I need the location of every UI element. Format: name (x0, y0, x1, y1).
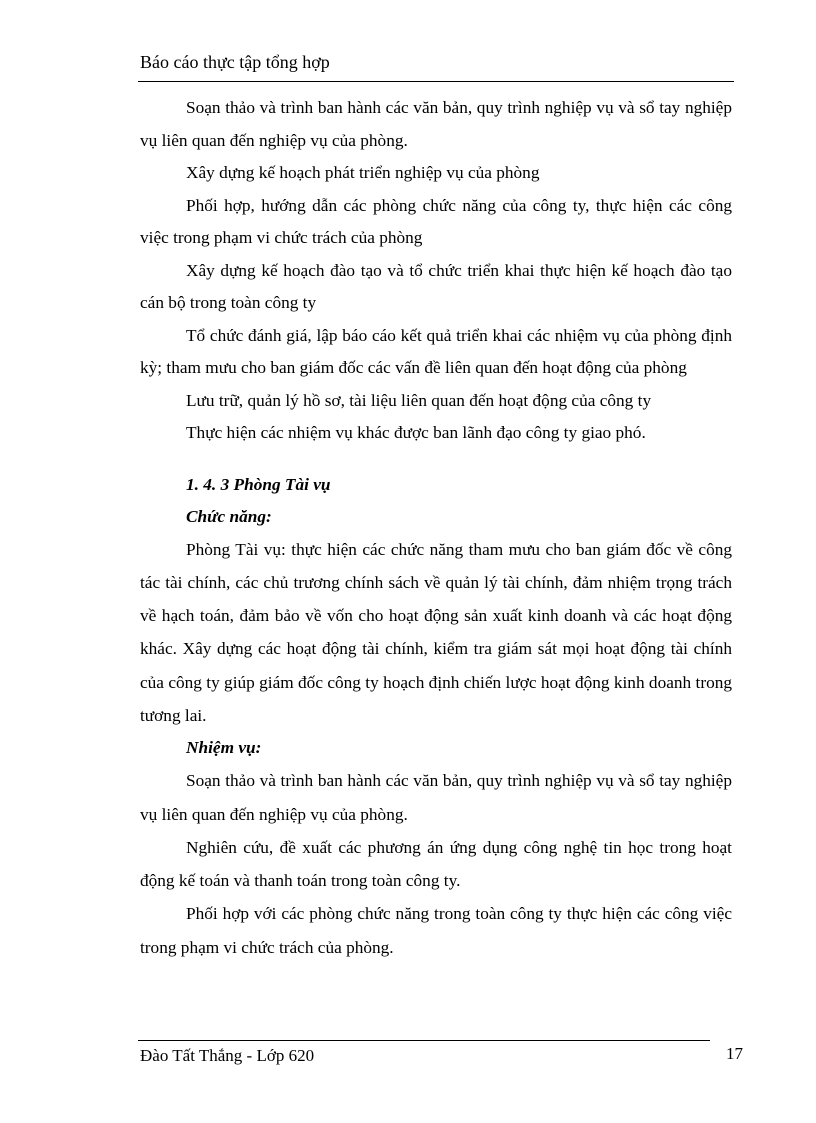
paragraph: Thực hiện các nhiệm vụ khác được ban lãnh đạo công ty giao phó. (186, 423, 646, 442)
duty-paragraph: Nghiên cứu, đề xuất các phương án ứng dụng công nghệ tin học trong hoạt động kế toán và thanh toán trong toàn công ty. (140, 837, 732, 891)
paragraph: Lưu trữ, quản lý hồ sơ, tài liệu liên quan đến hoạt động của công ty (186, 390, 652, 410)
footer-divider (138, 1040, 710, 1041)
paragraph: Soạn thảo và trình ban hành các văn bản, quy trình nghiệp vụ và sổ tay nghiệp vụ liên quan đến nghiệp vụ của phòng. (140, 98, 732, 150)
header-divider (138, 81, 734, 82)
paragraph: Tổ chức đánh giá, lập báo cáo kết quả triển khai các nhiệm vụ của phòng định kỳ; tham mưu cho ban giám đốc các vấn đề liên quan đến hoạt động của phòng (140, 325, 732, 377)
duty-subheading: Nhiệm vụ: (186, 738, 262, 758)
page-header-title: Báo cáo thực tập tổng hợp (140, 52, 330, 72)
page-body (140, 92, 732, 964)
function-paragraph: Phòng Tài vụ: thực hiện các chức năng tham mưu cho ban giám đốc về công tác tài chính, các chủ trương chính sách về quản lý tài chính, đảm nhiệm trọng trách về hạch toán, đảm bảo về vốn cho hoạt động sản xuất kinh doanh và các hoạt động khác. Xây dựng các hoạt động tài chính, kiểm tra giám sát mọi hoạt động tài chính của công ty giúp giám đốc công ty hoạch định chiến lược hoạt động kinh doanh trong tương lai. (140, 539, 732, 725)
paragraph: Phối hợp, hướng dẫn các phòng chức năng của công ty, thực hiện các công việc trong phạm vi chức trách của phòng (140, 195, 732, 247)
page-number: 17 (726, 1044, 743, 1063)
footer-author: Đào Tất Thắng - Lớp 620 (140, 1046, 315, 1065)
section-heading: 1. 4. 3 Phòng Tài vụ (186, 474, 331, 494)
paragraph: Xây dựng kế hoạch đào tạo và tổ chức triển khai thực hiện kế hoạch đào tạo cán bộ trong toàn công ty (140, 260, 732, 312)
duty-paragraph: Soạn thảo và trình ban hành các văn bản, quy trình nghiệp vụ và sổ tay nghiệp vụ liên quan đến nghiệp vụ của phòng. (140, 771, 732, 824)
duty-paragraph: Phối hợp với các phòng chức năng trong toàn công ty thực hiện các công việc trong phạm vi chức trách của phòng. (140, 904, 732, 957)
function-subheading: Chức năng: (186, 506, 272, 526)
paragraph: Xây dựng kế hoạch phát triển nghiệp vụ của phòng (186, 163, 540, 182)
